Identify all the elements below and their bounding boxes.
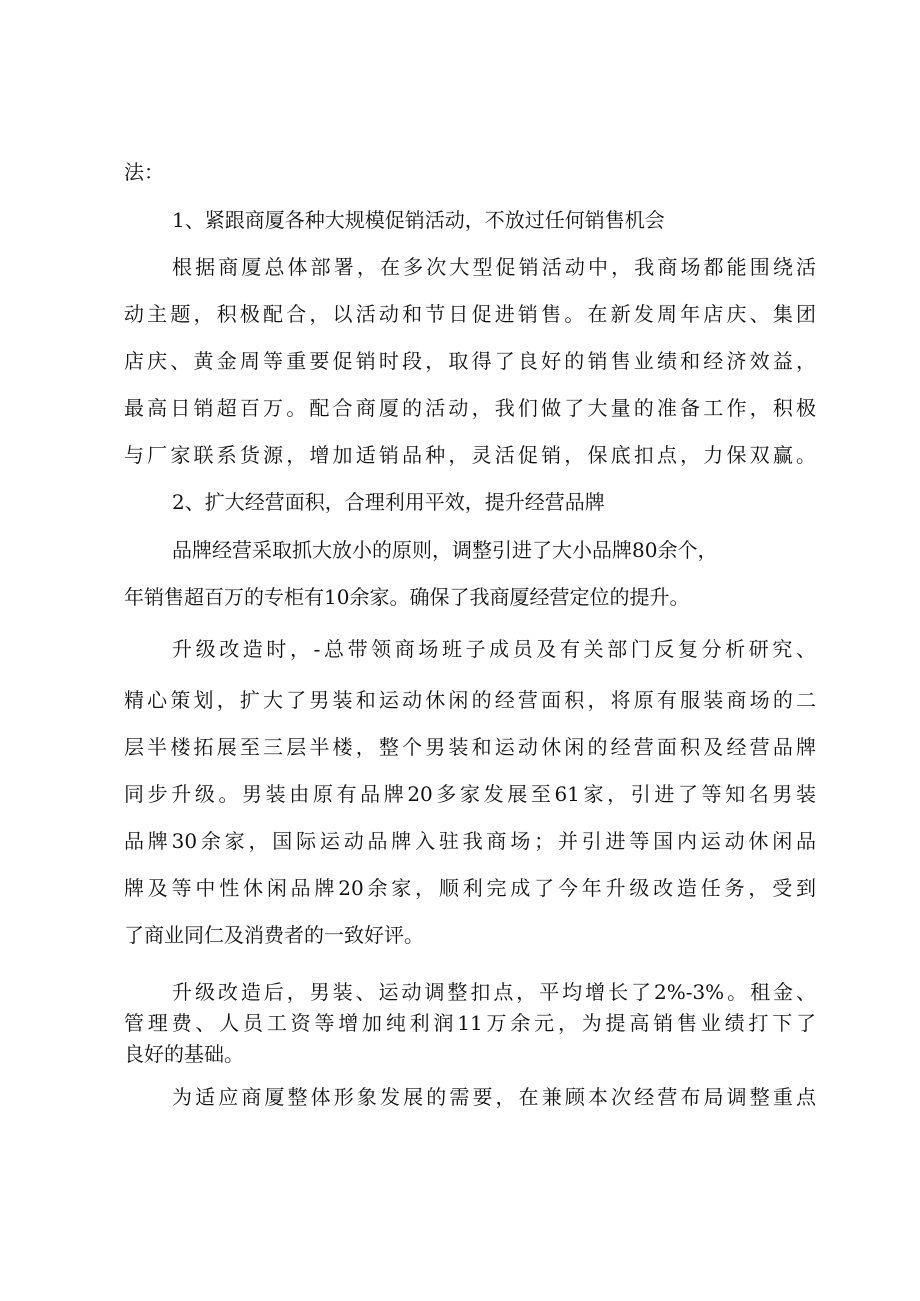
section-heading: 1、紧跟商厦各种大规模促销活动，不放过任何销售机会 [172,208,665,232]
text-line: 为适应商厦整体形象发展的需要，在兼顾本次经营布局调整重点 [172,1085,816,1109]
text-line: 根据商厦总体部署，在多次大型促销活动中，我商场都能围绕活 [172,255,816,279]
text-line: 与厂家联系货源，增加适销品种，灵活促销，保底扣点，力保双赢。 [124,443,816,467]
text-line: 良好的基础。 [124,1042,244,1066]
text-line: 牌及等中性休闲品牌20余家，顺利完成了今年升级改造任务，受到 [124,876,816,900]
text-line: 了商业同仁及消费者的一致好评。 [124,923,424,947]
text-line: 层半楼拓展至三层半楼，整个男装和运动休闲的经营面积及经营品牌 [124,735,816,759]
text-line: 最高日销超百万。配合商厦的活动，我们做了大量的准备工作，积极 [124,396,816,420]
text-line: 升级改造时，-总带领商场班子成员及有关部门反复分析研究、 [172,637,816,661]
section-heading: 2、扩大经营面积，合理利用平效，提升经营品牌 [172,490,605,514]
text-line: 精心策划，扩大了男装和运动休闲的经营面积，将原有服装商场的二 [124,688,816,712]
text-line: 动主题，积极配合，以活动和节日促进销售。在新发周年店庆、集团 [124,302,816,326]
text-line: 同步升级。男装由原有品牌20多家发展至61家，引进了等知名男装 [124,782,816,806]
text-line: 年销售超百万的专柜有10余家。确保了我商厦经营定位的提升。 [124,585,690,609]
text-line: 管理费、人员工资等增加纯利润11万余元，为提高销售业绩打下了 [124,1011,816,1035]
text-line: 品牌经营采取抓大放小的原则，调整引进了大小品牌80余个， [172,538,718,562]
text-line: 品牌30余家，国际运动品牌入驻我商场；并引进等国内运动休闲品 [124,829,816,853]
text-line: 店庆、黄金周等重要促销时段，取得了良好的销售业绩和经济效益， [124,349,816,373]
text-line: 升级改造后，男装、运动调整扣点，平均增长了2%-3%。租金、 [172,980,816,1004]
text-line: 法： [124,160,164,184]
